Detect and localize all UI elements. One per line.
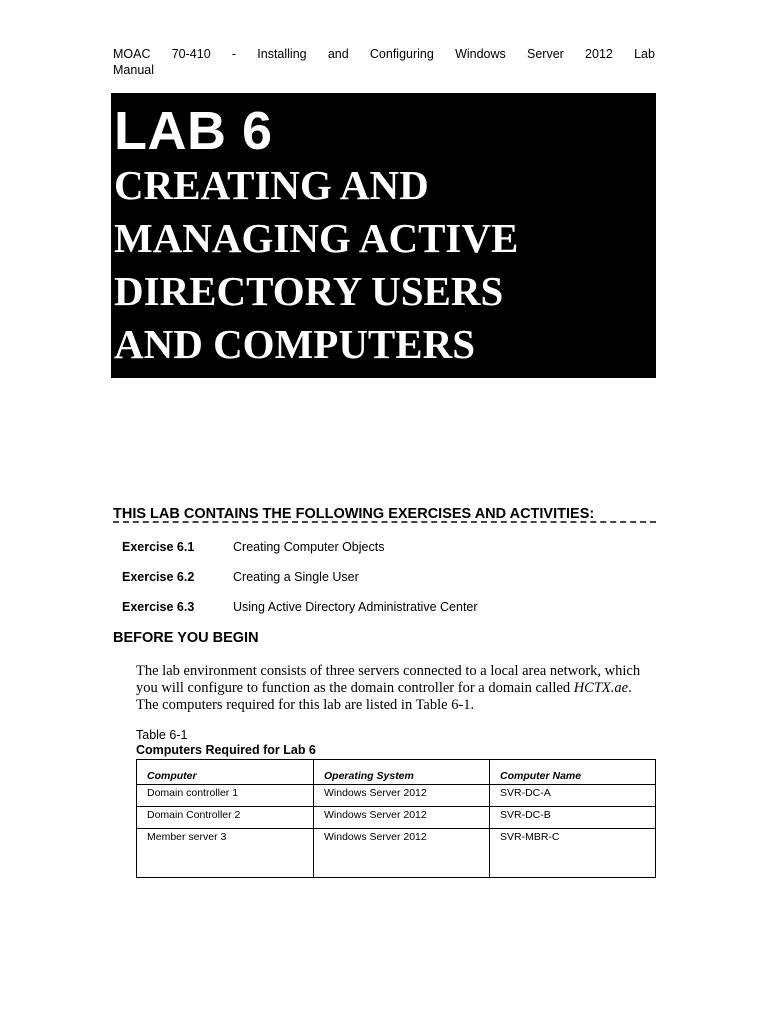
exercise-item (122, 540, 384, 554)
table-row (137, 807, 656, 829)
header-word: and (327, 47, 349, 61)
column-header: Computer (137, 760, 314, 785)
dashed-divider (113, 521, 656, 523)
intro-paragraph (136, 663, 656, 714)
table-label-block (136, 728, 316, 758)
header-word: Installing (257, 47, 307, 61)
table-cell: SVR-DC-A (490, 785, 656, 807)
table-cell: Windows Server 2012 (314, 785, 490, 807)
running-header (113, 46, 655, 78)
lab-title-line: AND COMPUTERS (114, 321, 476, 367)
exercises-heading: THIS LAB CONTAINS THE FOLLOWING EXERCISES AND ACTIVITIES: (113, 506, 595, 522)
header-word: 2012 (585, 47, 613, 61)
lab-title-line: CREATING AND (114, 162, 429, 208)
column-header: Computer Name (490, 760, 656, 785)
before-you-begin-heading: BEFORE YOU BEGIN (113, 630, 259, 646)
exercise-title: Using Active Directory Administrative Center (233, 600, 478, 614)
lab-number: LAB 6 (114, 101, 273, 161)
exercise-number: Exercise 6.3 (122, 600, 195, 614)
exercise-item (122, 570, 359, 584)
running-header-line1 (113, 46, 655, 62)
running-header-line2: Manual (113, 63, 154, 77)
header-word: Server (527, 47, 564, 61)
lab-title-line: DIRECTORY USERS (114, 268, 504, 314)
table-cell: Domain Controller 2 (137, 807, 314, 829)
table-number: Table 6-1 (136, 728, 188, 742)
table-cell: Windows Server 2012 (314, 829, 490, 878)
table-row (137, 829, 656, 878)
table-caption: Computers Required for Lab 6 (136, 743, 316, 757)
exercise-number: Exercise 6.1 (122, 540, 195, 554)
lab-title-banner (111, 93, 656, 378)
header-word: MOAC (113, 47, 151, 61)
computers-table (136, 759, 656, 878)
header-word: Lab (634, 47, 655, 61)
exercise-title: Creating Computer Objects (233, 540, 385, 554)
table-cell: SVR-DC-B (490, 807, 656, 829)
lab-title (114, 159, 656, 371)
intro-text: The lab environment consists of three servers connected to a local area network, which you will configure to function as the domain controller for a domain called (136, 663, 641, 696)
column-header: Operating System (314, 760, 490, 785)
header-word: - (231, 47, 237, 61)
domain-name: HCTX.ae (573, 680, 629, 696)
table-row (137, 785, 656, 807)
exercise-title: Creating a Single User (233, 570, 359, 584)
table-cell: Member server 3 (137, 829, 314, 878)
table-cell: SVR-MBR-C (490, 829, 656, 878)
table-header-row (137, 760, 656, 785)
exercise-item (122, 600, 478, 614)
lab-title-line: MANAGING ACTIVE (114, 215, 519, 261)
exercise-number: Exercise 6.2 (122, 570, 195, 584)
header-word: Configuring (369, 47, 434, 61)
intro-text: . The computers required for this lab are listed in Table 6-1. (136, 680, 632, 713)
table-cell: Domain controller 1 (137, 785, 314, 807)
table-cell: Windows Server 2012 (314, 807, 490, 829)
header-word: 70-410 (171, 47, 211, 61)
header-word: Windows (455, 47, 506, 61)
